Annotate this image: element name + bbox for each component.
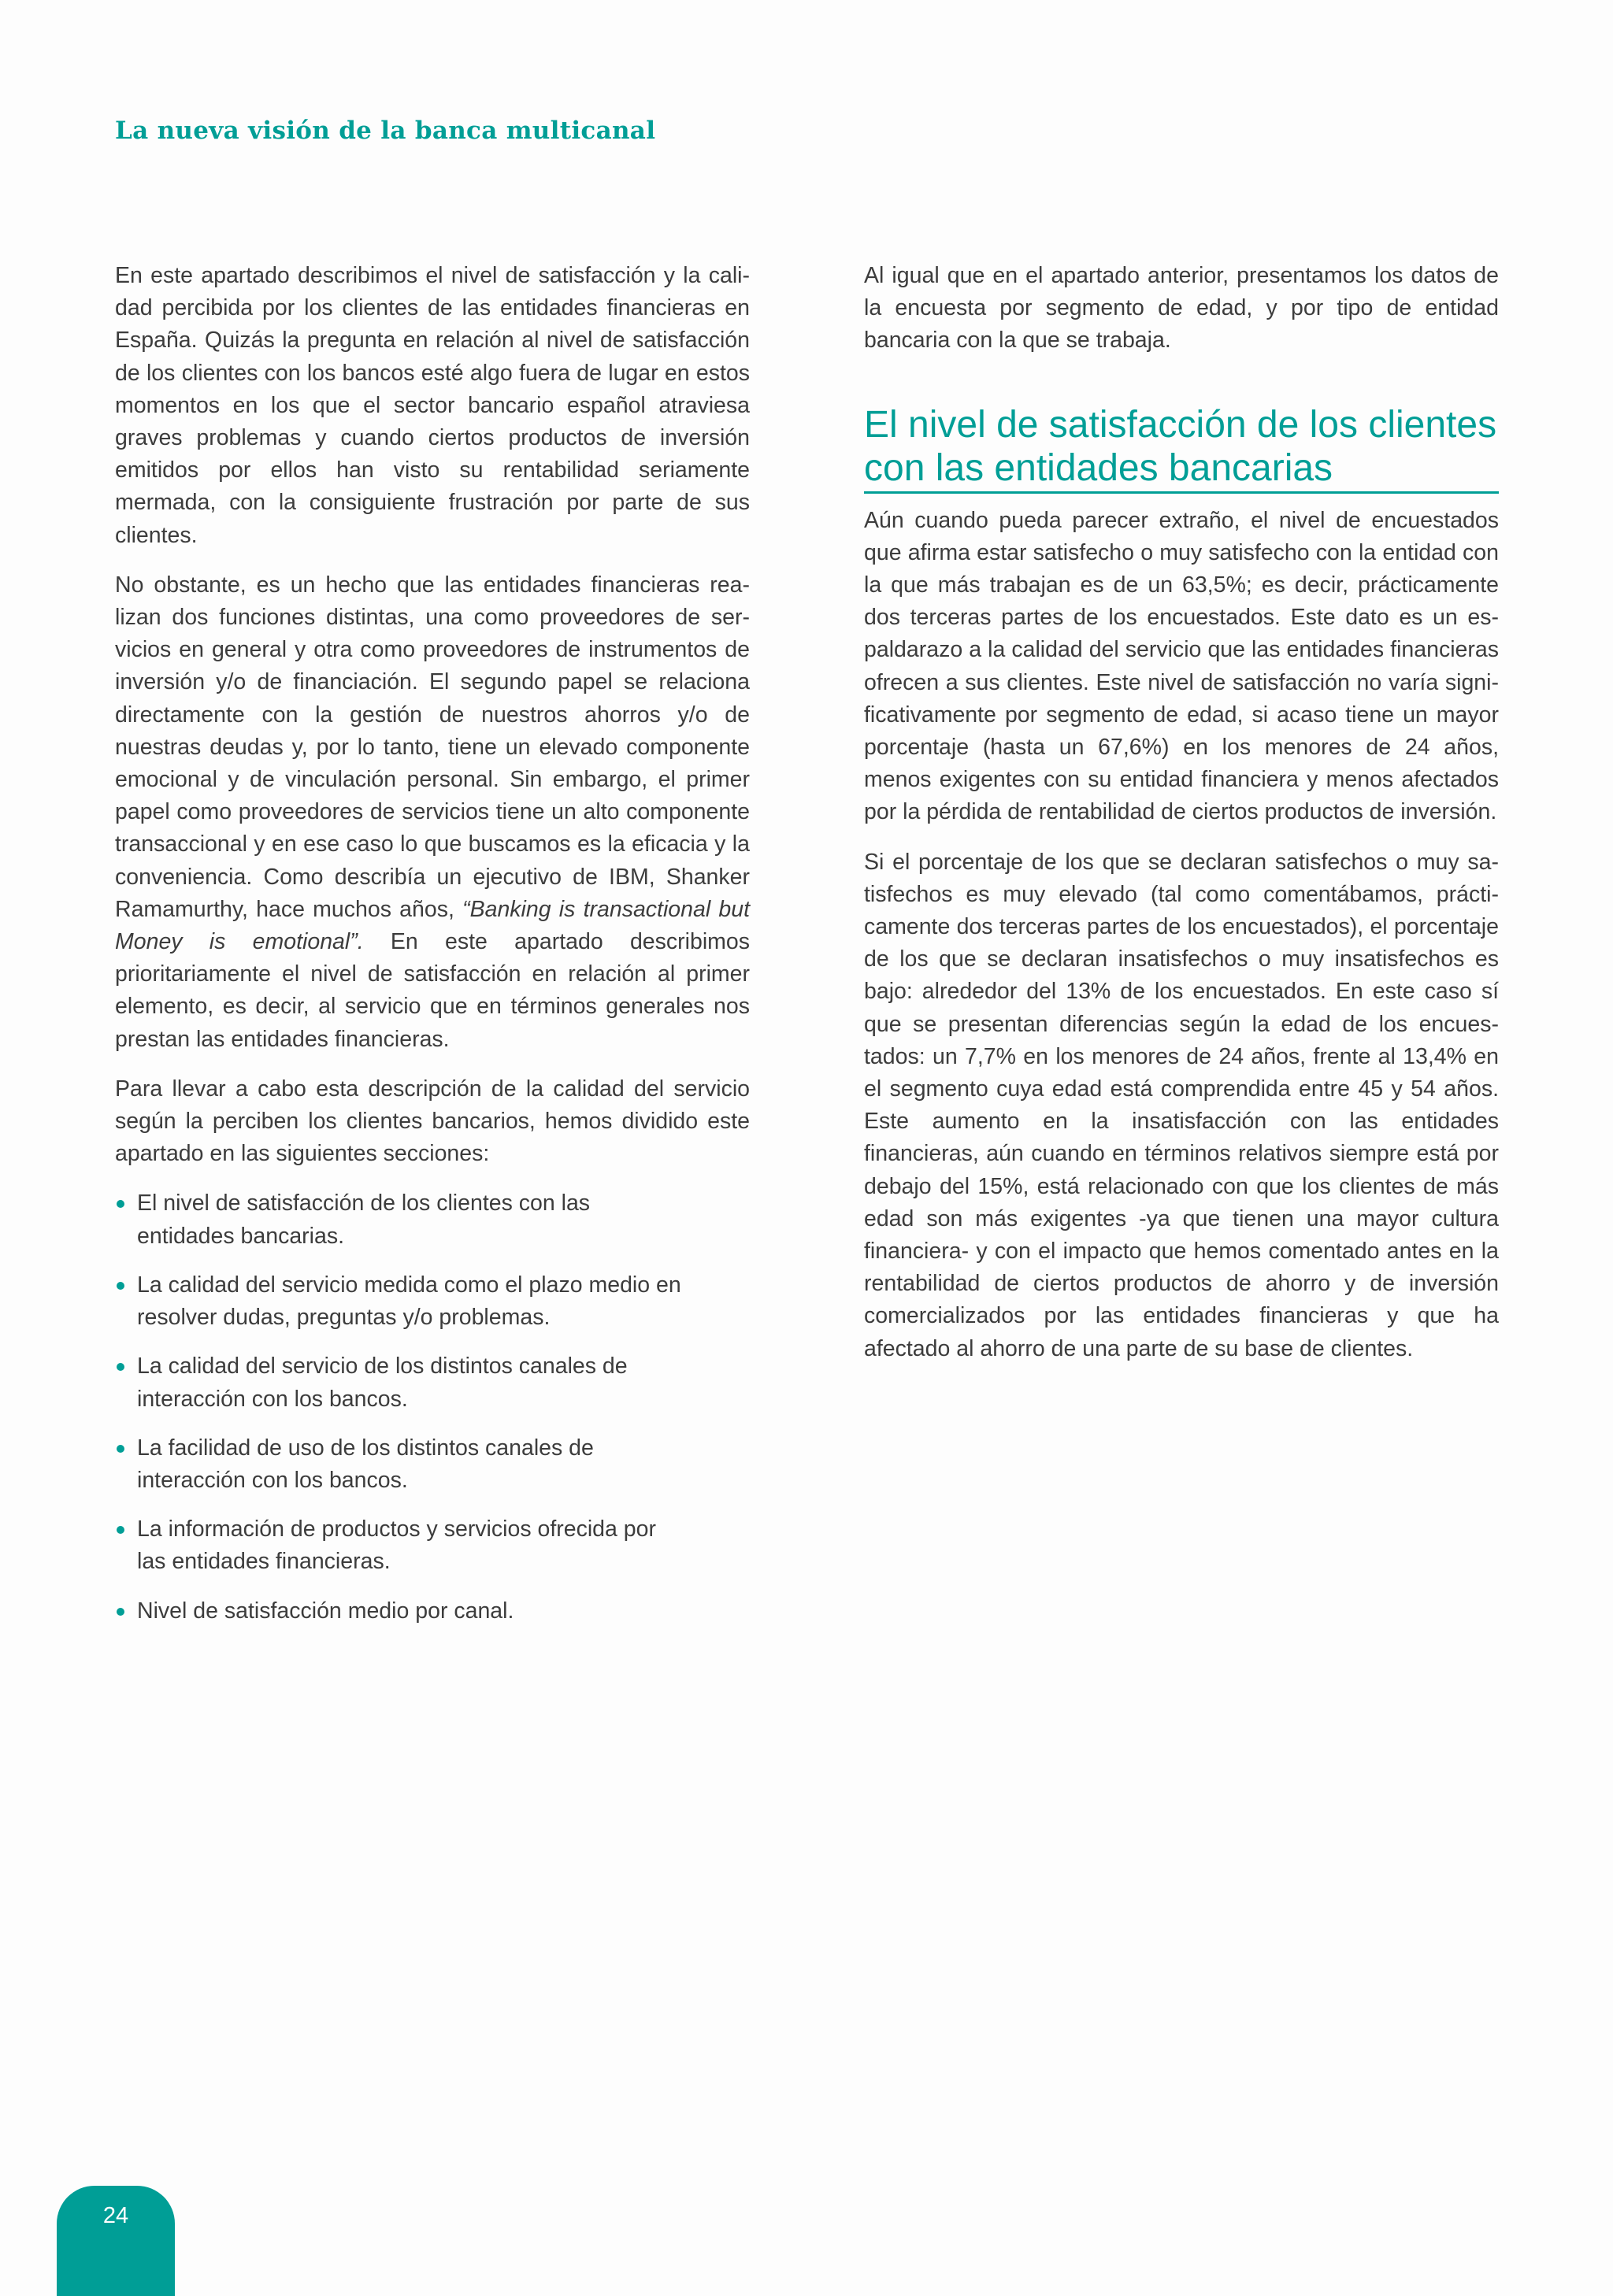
- right-column: [864, 260, 1499, 1365]
- running-header: La nueva visión de la banca multicanal: [115, 117, 656, 145]
- paragraph: Aún cuando pueda parecer extraño, el nivel de encuestados que afirma estar satisfecho o muy satisfecho con la entidad con la que más trabajan es de un 63,5%; es decir, prácticamente dos terceras partes de los encuestados. Este dato es un espaldarazo a la calidad del servicio que las entidades financieras ofrecen a sus clientes. Este nivel de satisfacción no varía significativamente por segmento de edad, si acaso tiene un mayor porcentaje (hasta un 67,6%) en los menores de 24 años, menos exigentes con su entidad financiera y menos afectados por la pérdida de rentabilidad de ciertos productos de inversión.: [864, 507, 1499, 825]
- paragraph: Para llevar a cabo esta descripción de la calidad del servicio según la perciben los clientes bancarios, hemos dividido este apartado en las siguientes secciones:: [115, 1076, 750, 1167]
- left-column: [115, 260, 750, 1644]
- paragraph-text: No obstante, es un hecho que las entidades financieras realizan dos funciones distintas, una como proveedores de servicios en general y otra como proveedores de instrumentos de inversión y/o de financiación. El segundo papel se relaciona directamente con la gestión de nuestros ahorros y/o de nuestras deudas y, por lo tanto, tiene un elevado componente emocional y de vinculación personal. Sin embargo, el primer papel como proveedores de servicios tiene un alto componente transaccional y en ese caso lo que buscamos es la eficacia y la conveniencia. Como describía un ejecutivo de IBM, Shanker Ramamurthy, hace muchos años,: [115, 572, 750, 922]
- list-item: El nivel de satisfacción de los clientes con las entidades bancarias.: [115, 1187, 688, 1252]
- list-item: La calidad del servicio de los distintos canales de interacción con los bancos.: [115, 1350, 688, 1415]
- paragraph: Si el porcentaje de los que se declaran satisfechos o muy satisfechos es muy elevado (tal como comentábamos, prácticamente dos terceras partes de los encuestados), el porcentaje de los que se declaran insatisfechos o muy insatisfechos es bajo: alrededor del 13% de los encuestados. En este caso sí que se presentan diferencias según la edad de los encuestados: un 7,7% en los menores de 24 años, frente al 13,4% en el segmento cuya edad está comprendida entre 45 y 54 años. Este aumento en la insatisfacción con las entidades financieras, aún cuando en términos relativos siempre está por debajo del 15%, está relacionado con que los clientes de más edad son más exigentes -ya que tienen una mayor cultura financiera- y con el impacto que hemos comentado antes en la rentabilidad de ciertos productos de ahorro y de inversión comercializados por las entidades financieras y que ha afectado al ahorro de una parte de su base de clientes.: [864, 849, 1499, 1361]
- list-item: La información de productos y servicios ofrecida por las entidades financieras.: [115, 1513, 688, 1578]
- intro-paragraph: Al igual que en el apartado anterior, presentamos los datos de la encuesta por segmento de edad, y por tipo de entidad bancaria con la que se trabaja.: [864, 263, 1499, 354]
- list-item: Nivel de satisfacción medio por canal.: [115, 1595, 688, 1628]
- section-heading: El nivel de satisfacción de los clientes con las entidades bancarias: [864, 403, 1499, 494]
- list-item: La facilidad de uso de los distintos canales de interacción con los bancos.: [115, 1432, 688, 1497]
- paragraph-text: En este apartado describimos prioritariamente el nivel de satisfacción en relación al primer elemento, es decir, al servicio que en términos generales nos prestan las entidades financieras.: [115, 929, 750, 1052]
- sections-list: [115, 1187, 750, 1627]
- quote: “Banking is transactional but Money is emotional”.: [115, 896, 751, 955]
- page-number-tab: [57, 2186, 175, 2296]
- page-number: 24: [102, 2203, 129, 2228]
- paragraph-with-quote: [115, 569, 750, 1056]
- list-item: La calidad del servicio medida como el plazo medio en resolver dudas, preguntas y/o problemas.: [115, 1269, 688, 1334]
- paragraph: En este apartado describimos el nivel de satisfacción y la calidad percibida por los clientes de las entidades financieras en España. Quizás la pregunta en relación al nivel de satisfacción de los clientes con los bancos esté algo fuera de lugar en estos momentos en los que el sector bancario español atraviesa graves problemas y cuando ciertos productos de inversión emitidos por ellos han visto su rentabilidad seriamente mermada, con la consiguiente frustración por parte de sus clientes.: [115, 263, 750, 548]
